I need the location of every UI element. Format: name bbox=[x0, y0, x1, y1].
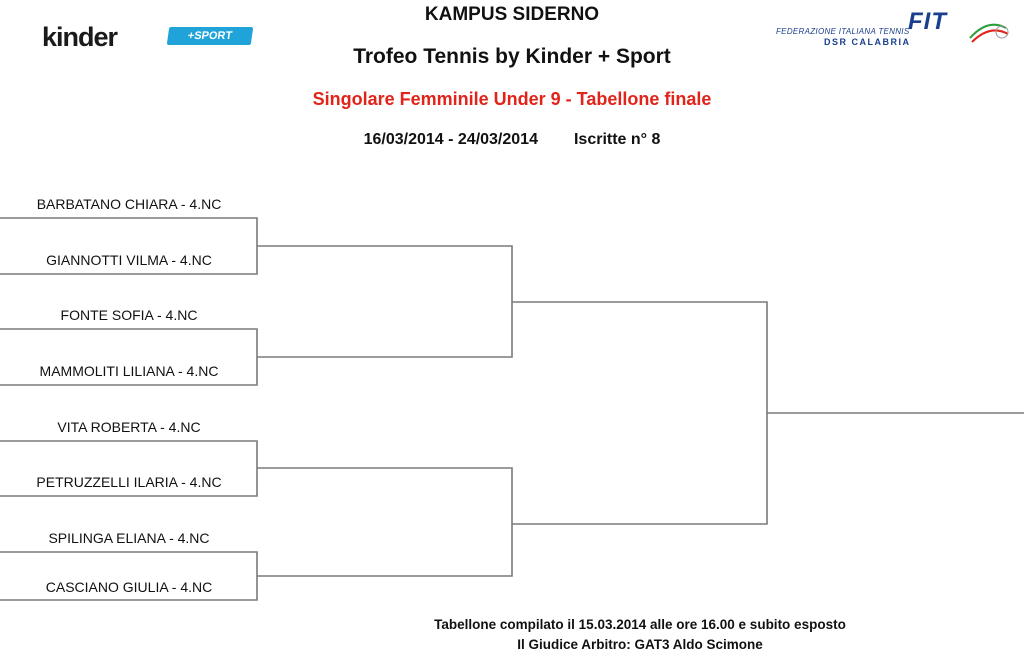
fit-federation-name: FEDERAZIONE ITALIANA TENNIS bbox=[776, 27, 910, 36]
semifinal-2-line bbox=[257, 468, 512, 576]
player-2: GIANNOTTI VILMA - 4.NC bbox=[46, 252, 212, 268]
player-5: VITA ROBERTA - 4.NC bbox=[57, 419, 201, 435]
semifinal-1-line bbox=[257, 246, 512, 357]
entries-count: Iscritte n° 8 bbox=[573, 131, 661, 148]
tournament-subtitle: Trofeo Tennis by Kinder + Sport bbox=[353, 45, 671, 68]
date-range: 16/03/2014 - 24/03/2014 bbox=[363, 131, 538, 148]
player-1: BARBATANO CHIARA - 4.NC bbox=[36, 196, 222, 212]
referee-note: Il Giudice Arbitro: GAT3 Aldo Scimone bbox=[517, 637, 763, 652]
player-6: PETRUZZELLI ILARIA - 4.NC bbox=[36, 474, 222, 490]
kinder-wordmark: kinder bbox=[42, 22, 118, 52]
final-line bbox=[512, 302, 767, 524]
sport-badge: +SPORT bbox=[167, 27, 254, 45]
player-7: SPILINGA ELIANA - 4.NC bbox=[48, 530, 210, 546]
player-3: FONTE SOFIA - 4.NC bbox=[60, 307, 198, 323]
compiled-note: Tabellone compilato il 15.03.2014 alle ore 16.00 e subito esposto bbox=[434, 617, 846, 632]
draw-category: Singolare Femminile Under 9 - Tabellone finale bbox=[312, 89, 712, 109]
fit-region-name: DSR CALABRIA bbox=[824, 37, 911, 47]
player-4: MAMMOLITI LILIANA - 4.NC bbox=[39, 363, 219, 379]
player-8: CASCIANO GIULIA - 4.NC bbox=[45, 579, 213, 595]
page-title: KAMPUS SIDERNO bbox=[424, 4, 600, 25]
fit-mark: FIT bbox=[908, 8, 947, 35]
